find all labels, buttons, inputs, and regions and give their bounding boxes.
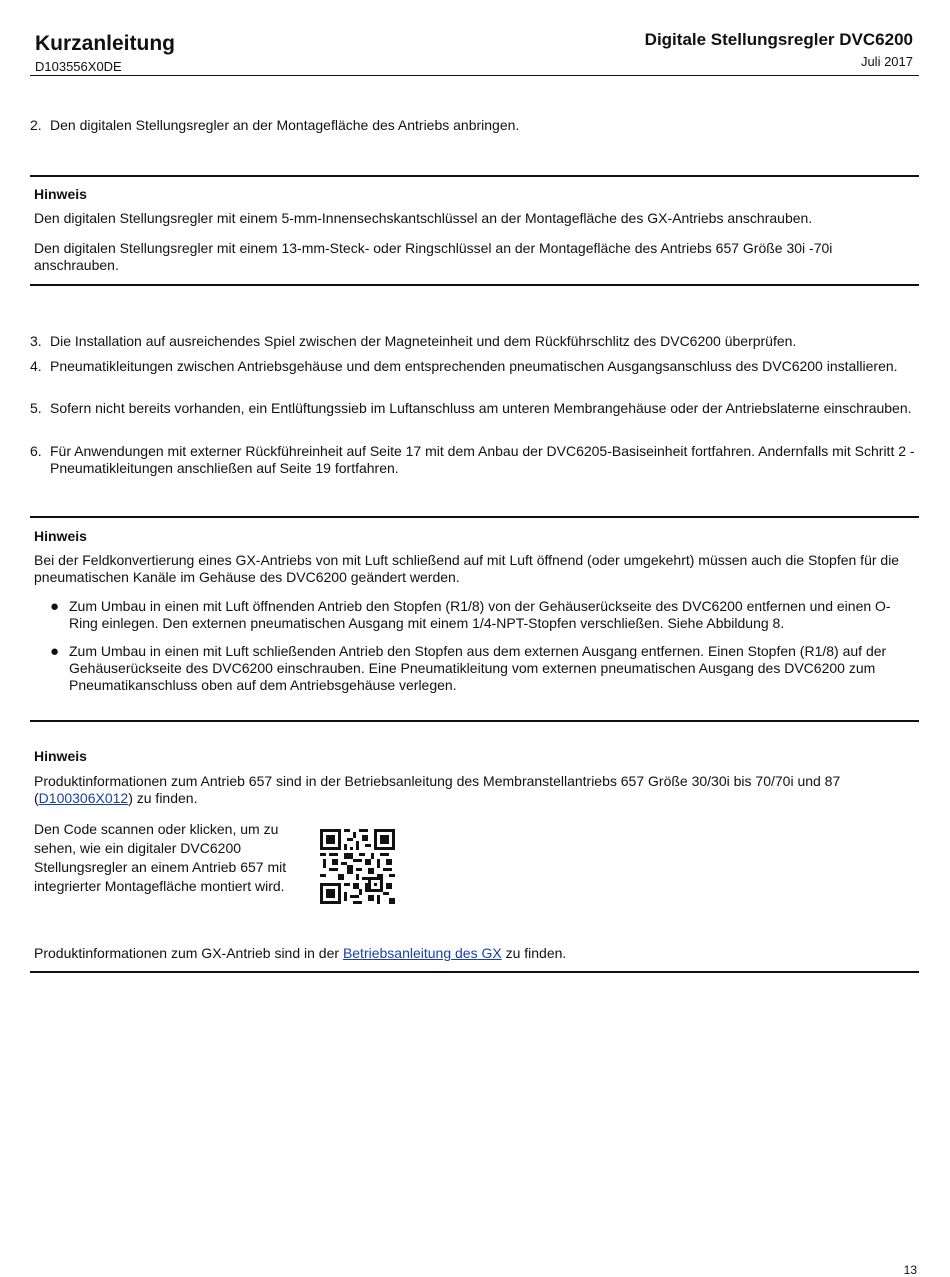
bullet-item xyxy=(50,643,915,694)
step-number: 5. xyxy=(30,400,42,416)
note-bottom-rule xyxy=(30,284,919,286)
note-paragraph xyxy=(34,945,914,962)
note-top-rule xyxy=(30,516,919,518)
note-title: Hinweis xyxy=(34,528,87,544)
product-title: Digitale Stellungsregler DVC6200 xyxy=(644,30,913,49)
note-title: Hinweis xyxy=(34,748,87,764)
step-3 xyxy=(30,333,915,350)
step-5 xyxy=(30,400,915,417)
header-divider xyxy=(30,75,919,76)
step-number: 3. xyxy=(30,333,42,349)
qr-code-icon[interactable] xyxy=(320,829,395,904)
qr-caption: Den Code scannen oder klicken, um zu sehen, wie ein digitaler DVC6200 Stellungsregler an einem Antrieb 657 mit integrierter Montagefläche montiert wird. xyxy=(34,821,287,894)
note-paragraph: Den digitalen Stellungsregler mit einem 5-mm-Innensechskantschlüssel an der Montagefläche des GX-Antriebs anschrauben. xyxy=(34,210,813,226)
publication-date: Juli 2017 xyxy=(860,54,913,69)
step-text: Die Installation auf ausreichendes Spiel zwischen der Magneteinheit und dem Rückführschlitz des DVC6200 überprüfen. xyxy=(50,333,797,349)
bullet-text: Zum Umbau in einen mit Luft schließenden Antrieb den Stopfen aus dem externen Ausgang entfernen. Einen Stopfen (R1/8) auf der Gehäuserückseite des DVC6200 einschrauben. Eine Pneumatikleitung vom externen pneumatischen Ausgang des DVC6200 zum Pneumatikanschluss oben auf dem Antriebsgehäuse verlegen. xyxy=(69,643,887,693)
step-2 xyxy=(30,117,915,134)
step-4 xyxy=(30,358,915,375)
note-top-rule xyxy=(30,175,919,177)
step-6 xyxy=(30,443,915,477)
bullet-icon: ● xyxy=(50,643,60,660)
note-bottom-rule xyxy=(30,720,919,722)
bullet-item xyxy=(50,598,915,632)
step-number: 4. xyxy=(30,358,42,374)
step-text: Den digitalen Stellungsregler an der Montagefläche des Antriebs anbringen. xyxy=(50,117,520,133)
document-code: D103556X0DE xyxy=(35,59,122,74)
paragraph-text: Produktinformationen zum GX-Antrieb sind in der xyxy=(34,945,343,961)
paragraph-text: zu finden. xyxy=(501,945,567,961)
page-number: 13 xyxy=(903,1263,917,1277)
bullet-icon: ● xyxy=(50,598,60,615)
note-paragraph: Den digitalen Stellungsregler mit einem 13-mm-Steck- oder Ringschlüssel an der Montagefläche des Antriebs 657 Größe 30i -70i anschrauben. xyxy=(34,240,833,273)
note-title: Hinweis xyxy=(34,186,87,202)
document-title: Kurzanleitung xyxy=(35,32,175,55)
gx-manual-link[interactable]: Betriebsanleitung des GX xyxy=(342,945,502,961)
bullet-text: Zum Umbau in einen mit Luft öffnenden Antrieb den Stopfen (R1/8) von der Gehäuserückseite des DVC6200 entfernen und einen O-Ring einlegen. Den externen pneumatischen Ausgang mit einem 1/4-NPT-Stopfen verschließen. Siehe Abbildung 8. xyxy=(69,598,891,631)
note-paragraph: Bei der Feldkonvertierung eines GX-Antriebs von mit Luft schließend auf mit Luft öffnend (oder umgekehrt) müssen auch die Stopfen für die pneumatischen Kanäle im Gehäuse des DVC6200 geändert werden. xyxy=(34,552,900,585)
step-text: Pneumatikleitungen zwischen Antriebsgehäuse und dem entsprechenden pneumatischen Ausgangsanschluss des DVC6200 installieren. xyxy=(50,358,898,374)
step-text: Sofern nicht bereits vorhanden, ein Entlüftungssieb im Luftanschluss am unteren Membrangehäuse oder der Antriebslaterne einschrauben. xyxy=(50,400,912,416)
note-paragraph xyxy=(34,773,914,807)
paragraph-text: Produktinformationen zum Antrieb 657 sind in der Betriebsanleitung des Membranstellantriebs 657 Größe 30/30i bis 70/70i und 87 ( xyxy=(34,773,841,806)
note-bottom-rule xyxy=(30,971,919,973)
step-number: 6. xyxy=(30,443,42,459)
paragraph-text: ) zu finden. xyxy=(128,790,198,806)
step-text: Für Anwendungen mit externer Rückführeinheit auf Seite 17 mit dem Anbau der DVC6205-Basiseinheit fortfahren. Andernfalls mit Schritt 2 - Pneumatikleitungen anschließen auf Seite 19 fortfahren. xyxy=(50,443,915,476)
step-number: 2. xyxy=(30,117,42,133)
document-link-d100306x012[interactable]: D100306X012 xyxy=(38,790,129,806)
